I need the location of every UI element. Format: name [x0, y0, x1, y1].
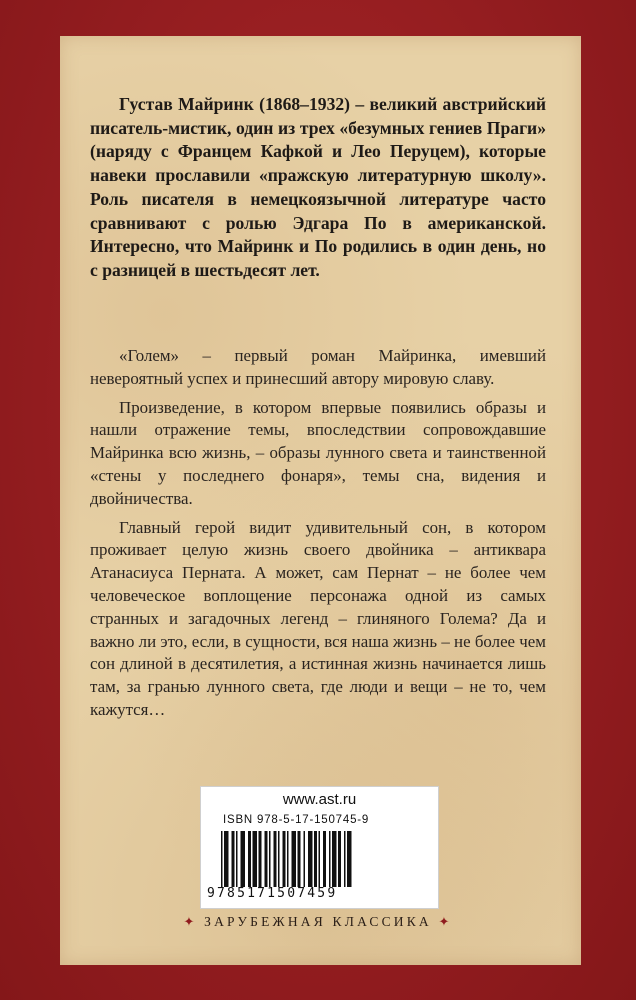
book-description — [90, 345, 546, 728]
barcode-digits: 9785171507459 — [207, 886, 338, 901]
barcode-icon — [219, 831, 427, 887]
barcode-box — [200, 786, 439, 909]
series-label: ЗАРУБЕЖНАЯ КЛАССИКА — [204, 914, 432, 929]
description-paragraph: Главный герой видит удивительный сон, в котором проживает целую жизнь своего двойника – антиквара Атанасиуса Перната. А может, сам Пернат – не более чем человеческое воплощение персонажа одной из самых странных и загадочных легенд – глиняного Голема? Да и важно ли это, если, в сущности, вся наша жизнь – не более чем сон длиной в десятилетия, а истинная жизнь начинается лишь там, за гранью лунного света, где люди и вещи – не то, чем кажутся… — [90, 517, 546, 719]
description-paragraph: «Голем» – первый роман Майринка, имевший невероятный успех и принесший автору мировую славу. — [90, 346, 546, 388]
description-paragraph: Произведение, в котором впервые появились образы и нашли отражение темы, впоследствии сопровождавшие Майринка всю жизнь, – образы лунного света и таинственной «стены у последнего фонаря», темы сна, видения и двойничества. — [90, 397, 546, 508]
author-intro: Густав Майринк (1868–1932) – великий австрийский писатель-мистик, один из трех «безумных гениев Праги» (наряду с Францем Кафкой и Лео Перуцем), которые навеки прославили «пражскую литературную школу». Роль писателя в немецкоязычной литературе часто сравнивают с ролью Эдгара По в американской. Интересно, что Майринк и По родились в один день, но с разницей в шестьдесят лет. — [90, 94, 546, 280]
ornament-star-icon: ✦ — [438, 914, 453, 929]
isbn-text: ISBN 978-5-17-150745-9 — [223, 814, 370, 826]
ornament-star-icon: ✦ — [183, 914, 198, 929]
publisher-url: www.ast.ru — [282, 791, 357, 808]
series-title — [0, 914, 636, 930]
